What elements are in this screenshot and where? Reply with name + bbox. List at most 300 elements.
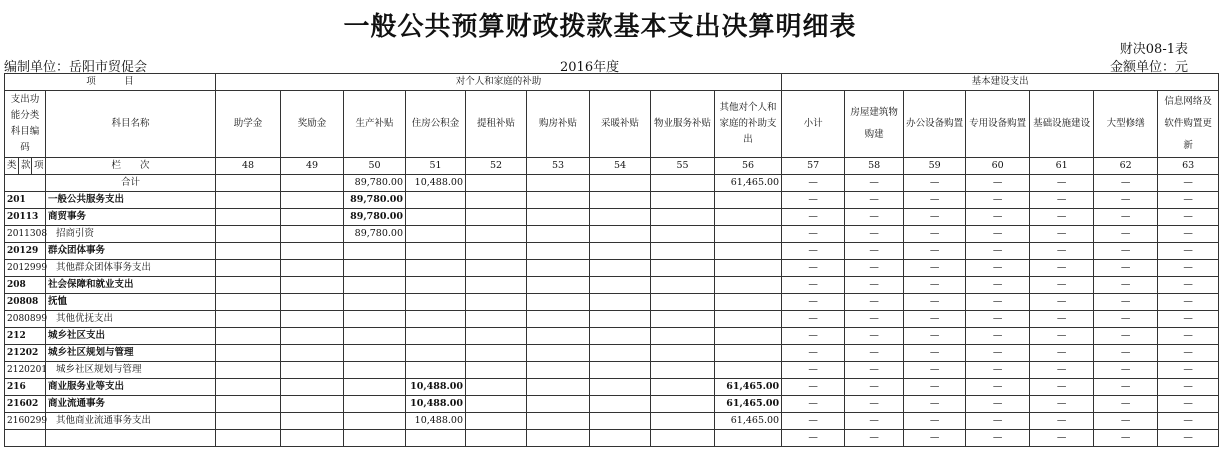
value-dash: — bbox=[904, 294, 966, 311]
table-row bbox=[5, 277, 1219, 294]
value-dash: — bbox=[1094, 311, 1158, 328]
column-number: 54 bbox=[590, 158, 651, 175]
value-c54 bbox=[590, 362, 651, 379]
value-dash: — bbox=[966, 260, 1030, 277]
subject-name: 招商引资 bbox=[46, 226, 216, 243]
value-c56 bbox=[715, 209, 782, 226]
value-c56: 61,465.00 bbox=[715, 379, 782, 396]
value-dash: — bbox=[966, 430, 1030, 447]
value-c55 bbox=[651, 345, 715, 362]
subject-code: 208 bbox=[5, 277, 46, 294]
header-col-59: 办公设备购置 bbox=[904, 91, 966, 158]
header-col-63: 信息网络及软件购置更新 bbox=[1158, 91, 1219, 158]
value-c49 bbox=[281, 277, 344, 294]
value-dash: — bbox=[1158, 362, 1219, 379]
value-c52 bbox=[466, 379, 527, 396]
value-dash: — bbox=[1030, 243, 1094, 260]
value-dash: — bbox=[782, 294, 845, 311]
subject-code: 2120201 bbox=[5, 362, 46, 379]
header-col-61: 基础设施建设 bbox=[1030, 91, 1094, 158]
subject-name: 城乡社区规划与管理 bbox=[46, 345, 216, 362]
value-dash: — bbox=[1094, 396, 1158, 413]
value-dash: — bbox=[845, 260, 904, 277]
value-dash: — bbox=[1030, 311, 1094, 328]
value-c55 bbox=[651, 243, 715, 260]
value-c53 bbox=[527, 192, 590, 209]
value-dash: — bbox=[966, 328, 1030, 345]
value-c49 bbox=[281, 260, 344, 277]
value-c54 bbox=[590, 192, 651, 209]
value-dash: — bbox=[782, 209, 845, 226]
value-dash: — bbox=[1030, 294, 1094, 311]
value-c56 bbox=[715, 226, 782, 243]
value-dash: — bbox=[782, 311, 845, 328]
value-dash: — bbox=[1030, 362, 1094, 379]
header-item: 项 目 bbox=[5, 74, 216, 91]
value-c55 bbox=[651, 430, 715, 447]
value-c56 bbox=[715, 345, 782, 362]
value-c51 bbox=[406, 328, 466, 345]
value-c48 bbox=[216, 277, 281, 294]
subject-code: 21202 bbox=[5, 345, 46, 362]
value-c53 bbox=[527, 243, 590, 260]
value-dash: — bbox=[966, 243, 1030, 260]
header-col-54: 采暖补贴 bbox=[590, 91, 651, 158]
value-dash: — bbox=[904, 175, 966, 192]
value-dash: — bbox=[782, 430, 845, 447]
value-c56: 61,465.00 bbox=[715, 396, 782, 413]
column-number: 61 bbox=[1030, 158, 1094, 175]
value-dash: — bbox=[904, 277, 966, 294]
value-dash: — bbox=[904, 260, 966, 277]
value-dash: — bbox=[845, 294, 904, 311]
value-c56 bbox=[715, 362, 782, 379]
value-dash: — bbox=[1094, 209, 1158, 226]
value-dash: — bbox=[966, 294, 1030, 311]
column-number: 52 bbox=[466, 158, 527, 175]
value-c51 bbox=[406, 430, 466, 447]
value-dash: — bbox=[1030, 209, 1094, 226]
value-c52 bbox=[466, 328, 527, 345]
value-dash: — bbox=[1030, 328, 1094, 345]
value-c49 bbox=[281, 243, 344, 260]
subject-code: 2080899 bbox=[5, 311, 46, 328]
subject-code: 20808 bbox=[5, 294, 46, 311]
value-c56: 61,465.00 bbox=[715, 175, 782, 192]
value-c50 bbox=[344, 328, 406, 345]
value-dash: — bbox=[845, 328, 904, 345]
value-c54 bbox=[590, 379, 651, 396]
value-dash: — bbox=[904, 243, 966, 260]
value-dash: — bbox=[966, 175, 1030, 192]
value-c50 bbox=[344, 362, 406, 379]
value-dash: — bbox=[845, 430, 904, 447]
value-c51: 10,488.00 bbox=[406, 396, 466, 413]
value-c50: 89,780.00 bbox=[344, 175, 406, 192]
subject-code: 2160299 bbox=[5, 413, 46, 430]
value-dash: — bbox=[1094, 362, 1158, 379]
value-dash: — bbox=[1158, 413, 1219, 430]
value-c50 bbox=[344, 413, 406, 430]
value-dash: — bbox=[845, 209, 904, 226]
value-dash: — bbox=[845, 413, 904, 430]
report-title: 一般公共预算财政拨款基本支出决算明细表 bbox=[343, 12, 857, 42]
value-c56 bbox=[715, 430, 782, 447]
value-c54 bbox=[590, 413, 651, 430]
value-c50: 89,780.00 bbox=[344, 192, 406, 209]
value-c51 bbox=[406, 294, 466, 311]
header-personal-subsidy: 对个人和家庭的补助 bbox=[216, 74, 782, 91]
value-dash: — bbox=[782, 260, 845, 277]
value-dash: — bbox=[1094, 345, 1158, 362]
header-kuan: 款 bbox=[19, 158, 32, 175]
value-c50 bbox=[344, 277, 406, 294]
value-dash: — bbox=[782, 243, 845, 260]
value-dash: — bbox=[904, 396, 966, 413]
value-c52 bbox=[466, 277, 527, 294]
subject-code bbox=[5, 175, 46, 192]
value-c50: 89,780.00 bbox=[344, 226, 406, 243]
value-c48 bbox=[216, 226, 281, 243]
value-c55 bbox=[651, 209, 715, 226]
header-capital-construction: 基本建设支出 bbox=[782, 74, 1219, 91]
header-lanci: 栏 次 bbox=[46, 158, 216, 175]
header-col-50: 生产补贴 bbox=[344, 91, 406, 158]
value-dash: — bbox=[782, 226, 845, 243]
subject-code: 2011308 bbox=[5, 226, 46, 243]
header-col-49: 奖励金 bbox=[281, 91, 344, 158]
value-c55 bbox=[651, 413, 715, 430]
value-dash: — bbox=[1094, 192, 1158, 209]
value-dash: — bbox=[1094, 175, 1158, 192]
value-dash: — bbox=[1030, 192, 1094, 209]
header-col-51: 住房公积金 bbox=[406, 91, 466, 158]
value-dash: — bbox=[1094, 328, 1158, 345]
value-dash: — bbox=[1030, 396, 1094, 413]
value-c55 bbox=[651, 379, 715, 396]
value-dash: — bbox=[845, 379, 904, 396]
value-c53 bbox=[527, 226, 590, 243]
column-number: 49 bbox=[281, 158, 344, 175]
value-c48 bbox=[216, 209, 281, 226]
subject-name: 抚恤 bbox=[46, 294, 216, 311]
value-dash: — bbox=[1094, 226, 1158, 243]
value-c54 bbox=[590, 396, 651, 413]
table-row bbox=[5, 209, 1219, 226]
subject-code bbox=[5, 430, 46, 447]
value-c53 bbox=[527, 430, 590, 447]
column-number: 60 bbox=[966, 158, 1030, 175]
subject-name: 一般公共服务支出 bbox=[46, 192, 216, 209]
value-dash: — bbox=[782, 396, 845, 413]
value-dash: — bbox=[845, 243, 904, 260]
value-dash: — bbox=[1030, 430, 1094, 447]
value-c55 bbox=[651, 277, 715, 294]
value-c55 bbox=[651, 226, 715, 243]
value-c55 bbox=[651, 175, 715, 192]
column-number: 50 bbox=[344, 158, 406, 175]
table-row bbox=[5, 413, 1219, 430]
value-dash: — bbox=[904, 311, 966, 328]
column-number: 58 bbox=[845, 158, 904, 175]
value-dash: — bbox=[966, 345, 1030, 362]
value-c51 bbox=[406, 260, 466, 277]
compiling-unit: 编制单位：岳阳市贸促会 bbox=[4, 60, 148, 75]
value-dash: — bbox=[1094, 260, 1158, 277]
value-dash: — bbox=[1094, 243, 1158, 260]
value-c49 bbox=[281, 209, 344, 226]
table-row bbox=[5, 328, 1219, 345]
value-c48 bbox=[216, 243, 281, 260]
value-dash: — bbox=[845, 192, 904, 209]
value-c51 bbox=[406, 362, 466, 379]
value-c48 bbox=[216, 345, 281, 362]
value-c49 bbox=[281, 226, 344, 243]
subject-name: 商业服务业等支出 bbox=[46, 379, 216, 396]
value-c48 bbox=[216, 328, 281, 345]
value-c51 bbox=[406, 209, 466, 226]
value-dash: — bbox=[966, 226, 1030, 243]
value-c53 bbox=[527, 294, 590, 311]
value-dash: — bbox=[782, 175, 845, 192]
subject-name bbox=[46, 430, 216, 447]
expenditure-detail-table bbox=[4, 73, 1219, 447]
value-c50 bbox=[344, 396, 406, 413]
value-c48 bbox=[216, 379, 281, 396]
value-c52 bbox=[466, 345, 527, 362]
column-number: 51 bbox=[406, 158, 466, 175]
value-c48 bbox=[216, 260, 281, 277]
value-dash: — bbox=[904, 226, 966, 243]
value-c50 bbox=[344, 430, 406, 447]
subject-code: 2012999 bbox=[5, 260, 46, 277]
value-c55 bbox=[651, 192, 715, 209]
value-dash: — bbox=[966, 277, 1030, 294]
column-number: 63 bbox=[1158, 158, 1219, 175]
value-c55 bbox=[651, 362, 715, 379]
column-number: 59 bbox=[904, 158, 966, 175]
value-dash: — bbox=[1158, 243, 1219, 260]
value-c54 bbox=[590, 260, 651, 277]
value-c53 bbox=[527, 379, 590, 396]
value-c49 bbox=[281, 430, 344, 447]
header-subject-name: 科目名称 bbox=[46, 91, 216, 158]
value-dash: — bbox=[845, 345, 904, 362]
header-col-53: 购房补贴 bbox=[527, 91, 590, 158]
subject-code: 21602 bbox=[5, 396, 46, 413]
table-row bbox=[5, 175, 1219, 192]
value-dash: — bbox=[904, 413, 966, 430]
value-dash: — bbox=[966, 396, 1030, 413]
value-c54 bbox=[590, 209, 651, 226]
value-c53 bbox=[527, 328, 590, 345]
header-col-56: 其他对个人和家庭的补助支出 bbox=[715, 91, 782, 158]
subject-name: 商贸事务 bbox=[46, 209, 216, 226]
subject-name: 群众团体事务 bbox=[46, 243, 216, 260]
value-c55 bbox=[651, 311, 715, 328]
value-c48 bbox=[216, 192, 281, 209]
value-c49 bbox=[281, 345, 344, 362]
value-c49 bbox=[281, 311, 344, 328]
value-dash: — bbox=[1158, 294, 1219, 311]
value-dash: — bbox=[904, 209, 966, 226]
column-number: 56 bbox=[715, 158, 782, 175]
value-c50 bbox=[344, 311, 406, 328]
table-row bbox=[5, 311, 1219, 328]
value-c53 bbox=[527, 362, 590, 379]
amount-unit: 金额单位：元 bbox=[1109, 60, 1188, 75]
value-dash: — bbox=[1158, 209, 1219, 226]
value-dash: — bbox=[904, 430, 966, 447]
subject-code: 20129 bbox=[5, 243, 46, 260]
value-dash: — bbox=[782, 277, 845, 294]
value-dash: — bbox=[1158, 175, 1219, 192]
value-dash: — bbox=[845, 226, 904, 243]
value-c49 bbox=[281, 175, 344, 192]
table-row bbox=[5, 362, 1219, 379]
subject-code: 216 bbox=[5, 379, 46, 396]
value-c49 bbox=[281, 328, 344, 345]
value-dash: — bbox=[1094, 379, 1158, 396]
value-c48 bbox=[216, 430, 281, 447]
table-row bbox=[5, 396, 1219, 413]
subject-name: 合计 bbox=[46, 175, 216, 192]
value-c48 bbox=[216, 396, 281, 413]
value-c56 bbox=[715, 260, 782, 277]
value-c55 bbox=[651, 260, 715, 277]
value-c50 bbox=[344, 243, 406, 260]
subject-name: 其他优抚支出 bbox=[46, 311, 216, 328]
table-row bbox=[5, 192, 1219, 209]
value-dash: — bbox=[1094, 430, 1158, 447]
form-number: 财决08-1表 bbox=[1119, 42, 1188, 57]
value-dash: — bbox=[1158, 430, 1219, 447]
value-dash: — bbox=[1030, 175, 1094, 192]
value-c49 bbox=[281, 192, 344, 209]
value-dash: — bbox=[1158, 226, 1219, 243]
value-c53 bbox=[527, 175, 590, 192]
value-dash: — bbox=[1094, 413, 1158, 430]
value-c53 bbox=[527, 260, 590, 277]
value-dash: — bbox=[966, 209, 1030, 226]
value-dash: — bbox=[1158, 345, 1219, 362]
value-dash: — bbox=[966, 362, 1030, 379]
table-row bbox=[5, 226, 1219, 243]
value-c51: 10,488.00 bbox=[406, 413, 466, 430]
value-c49 bbox=[281, 413, 344, 430]
subject-code: 212 bbox=[5, 328, 46, 345]
value-c53 bbox=[527, 396, 590, 413]
value-c52 bbox=[466, 260, 527, 277]
value-c52 bbox=[466, 209, 527, 226]
value-c55 bbox=[651, 328, 715, 345]
value-dash: — bbox=[904, 362, 966, 379]
value-dash: — bbox=[904, 192, 966, 209]
value-c54 bbox=[590, 277, 651, 294]
table-row bbox=[5, 260, 1219, 277]
value-c52 bbox=[466, 430, 527, 447]
subject-code: 20113 bbox=[5, 209, 46, 226]
value-dash: — bbox=[782, 413, 845, 430]
value-c49 bbox=[281, 396, 344, 413]
value-dash: — bbox=[845, 277, 904, 294]
subject-name: 其他群众团体事务支出 bbox=[46, 260, 216, 277]
value-c56 bbox=[715, 243, 782, 260]
value-dash: — bbox=[782, 362, 845, 379]
value-dash: — bbox=[966, 413, 1030, 430]
column-number: 53 bbox=[527, 158, 590, 175]
value-dash: — bbox=[1094, 294, 1158, 311]
value-c52 bbox=[466, 243, 527, 260]
value-dash: — bbox=[1158, 396, 1219, 413]
value-dash: — bbox=[1158, 277, 1219, 294]
table-row bbox=[5, 345, 1219, 362]
subject-name: 城乡社区支出 bbox=[46, 328, 216, 345]
value-c53 bbox=[527, 413, 590, 430]
header-col-55: 物业服务补贴 bbox=[651, 91, 715, 158]
value-c48 bbox=[216, 362, 281, 379]
value-c55 bbox=[651, 294, 715, 311]
value-dash: — bbox=[1158, 192, 1219, 209]
value-c54 bbox=[590, 294, 651, 311]
table-row bbox=[5, 379, 1219, 396]
table-row bbox=[5, 430, 1219, 447]
value-dash: — bbox=[1030, 413, 1094, 430]
value-c52 bbox=[466, 311, 527, 328]
value-dash: — bbox=[1158, 260, 1219, 277]
value-c51 bbox=[406, 311, 466, 328]
header-col-62: 大型修缮 bbox=[1094, 91, 1158, 158]
value-c52 bbox=[466, 413, 527, 430]
subject-code: 201 bbox=[5, 192, 46, 209]
value-c51: 10,488.00 bbox=[406, 379, 466, 396]
value-dash: — bbox=[1030, 226, 1094, 243]
value-dash: — bbox=[782, 345, 845, 362]
value-dash: — bbox=[845, 362, 904, 379]
value-dash: — bbox=[1030, 379, 1094, 396]
value-c54 bbox=[590, 345, 651, 362]
value-c50: 89,780.00 bbox=[344, 209, 406, 226]
value-c51 bbox=[406, 345, 466, 362]
value-dash: — bbox=[1158, 311, 1219, 328]
value-c49 bbox=[281, 362, 344, 379]
value-c56 bbox=[715, 192, 782, 209]
value-c51 bbox=[406, 243, 466, 260]
value-c50 bbox=[344, 345, 406, 362]
value-c54 bbox=[590, 226, 651, 243]
value-dash: — bbox=[1158, 379, 1219, 396]
column-number: 57 bbox=[782, 158, 845, 175]
value-dash: — bbox=[966, 311, 1030, 328]
subject-name: 社会保障和就业支出 bbox=[46, 277, 216, 294]
column-number: 62 bbox=[1094, 158, 1158, 175]
value-dash: — bbox=[845, 175, 904, 192]
value-c56 bbox=[715, 277, 782, 294]
value-dash: — bbox=[782, 328, 845, 345]
value-dash: — bbox=[1030, 260, 1094, 277]
value-dash: — bbox=[782, 192, 845, 209]
value-dash: — bbox=[904, 345, 966, 362]
value-c56 bbox=[715, 311, 782, 328]
value-c52 bbox=[466, 362, 527, 379]
value-c50 bbox=[344, 260, 406, 277]
value-c54 bbox=[590, 175, 651, 192]
value-c53 bbox=[527, 277, 590, 294]
column-number: 48 bbox=[216, 158, 281, 175]
header-col-58: 房屋建筑物购建 bbox=[845, 91, 904, 158]
value-dash: — bbox=[1158, 328, 1219, 345]
header-col-60: 专用设备购置 bbox=[966, 91, 1030, 158]
